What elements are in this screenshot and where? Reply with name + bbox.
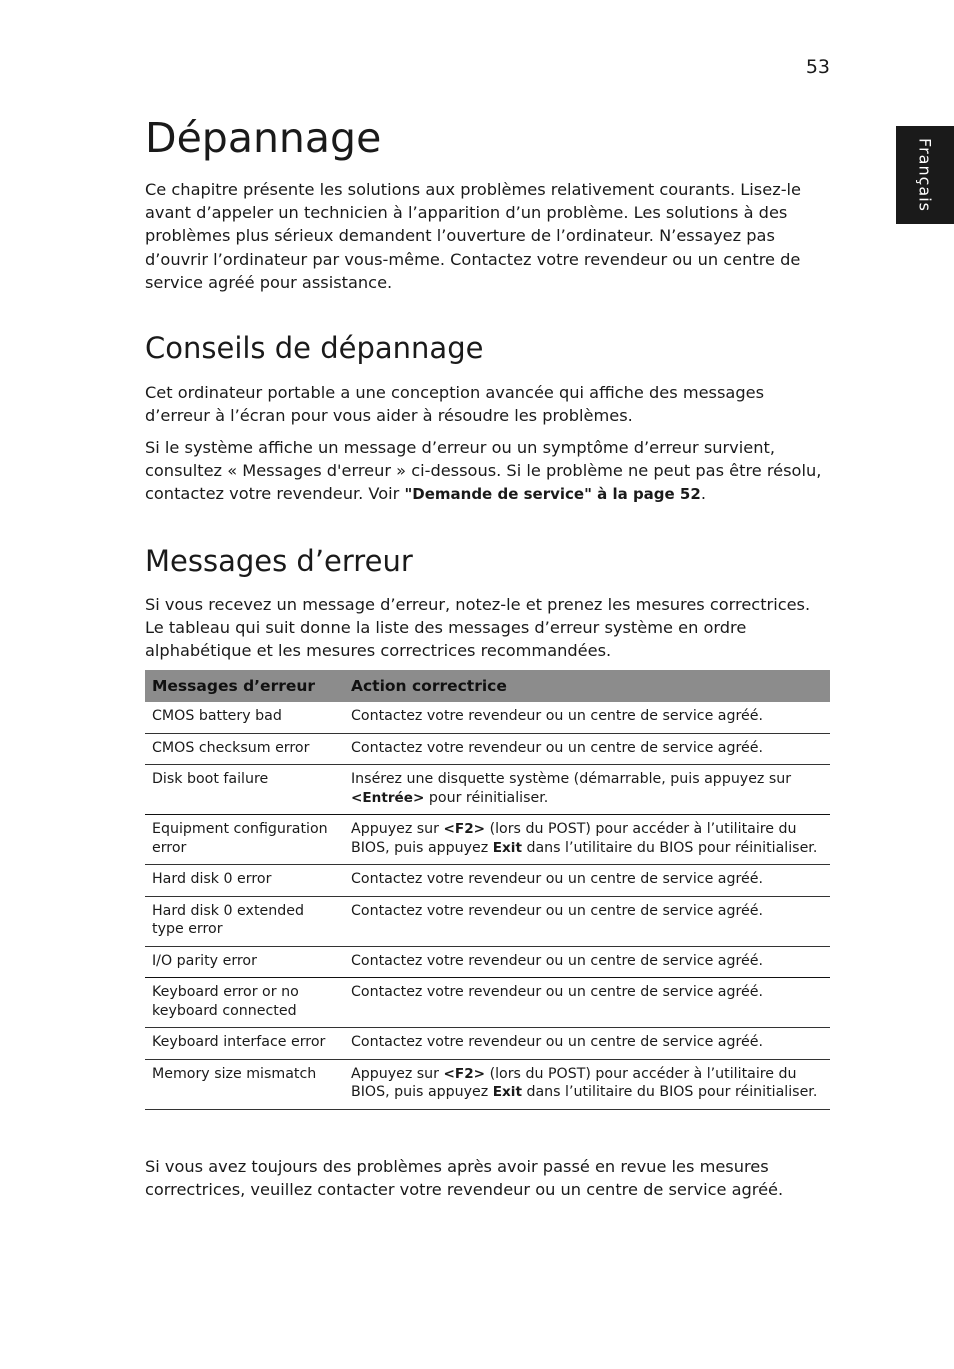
page-number: 53: [805, 56, 830, 78]
key-label: <Entrée>: [351, 789, 425, 806]
action-text: Appuyez sur: [351, 1065, 444, 1082]
language-tab-label: Français: [915, 138, 935, 212]
table-row: [145, 702, 830, 733]
table-header-message: Messages d’erreur: [145, 670, 344, 702]
section-heading-tips: Conseils de dépannage: [145, 331, 484, 365]
table-cell-message: Memory size mismatch: [145, 1059, 344, 1109]
table-row: [145, 946, 830, 978]
table-cell-message: CMOS battery bad: [145, 702, 344, 733]
table-cell-action: [344, 765, 830, 815]
service-request-link[interactable]: "Demande de service" à la page 52: [404, 485, 701, 504]
action-text: dans l’utilitaire du BIOS pour réinitialiser.: [521, 1084, 818, 1100]
table-cell-message: CMOS checksum error: [145, 733, 344, 765]
section-heading-error-messages: Messages d’erreur: [145, 544, 413, 578]
table-row: [145, 815, 830, 865]
table-cell-message: Hard disk 0 extended type error: [145, 896, 344, 946]
table-header-row: [145, 670, 830, 702]
action-text: (lors du POST) pour accéder à l’utilitaire du BIOS, puis appuyez: [351, 821, 797, 856]
key-label: <F2>: [443, 821, 486, 837]
table-cell-action: Contactez votre revendeur ou un centre de service agréé.: [344, 896, 830, 946]
table-cell-message: Equipment configuration error: [145, 815, 344, 865]
table-cell-action: Contactez votre revendeur ou un centre de service agréé.: [344, 946, 830, 978]
table-cell-action: Contactez votre revendeur ou un centre de service agréé.: [344, 1028, 830, 1060]
table-row: [145, 733, 830, 765]
language-tab: [896, 126, 954, 224]
action-text: pour réinitialiser.: [424, 789, 549, 806]
key-label: <F2>: [443, 1065, 486, 1082]
table-row: [145, 765, 830, 815]
table-cell-action: [344, 1059, 830, 1109]
table-row: [145, 1028, 830, 1060]
table-cell-action: Contactez votre revendeur ou un centre de service agréé.: [344, 865, 830, 897]
table-cell-message: Disk boot failure: [145, 765, 344, 815]
error-messages-table: [145, 670, 830, 1110]
table-cell-message: Keyboard error or no keyboard connected: [145, 978, 344, 1028]
table-row: [145, 865, 830, 897]
tips-paragraph-2-text: Si le système affiche un message d’erreur ou un symptôme d’erreur survient, consultez « Messages d'erreur » ci-dessous. Si le problème ne peut pas être résolu, contactez votre revendeur. Voir: [145, 438, 822, 504]
table-row: [145, 896, 830, 946]
table-row: [145, 978, 830, 1028]
key-label: Exit: [492, 1084, 522, 1100]
action-text: Insérez une disquette système (démarrable, puis appuyez sur: [351, 771, 792, 787]
page-title: Dépannage: [145, 114, 382, 162]
action-text: Appuyez sur: [351, 821, 444, 837]
table-cell-action: Contactez votre revendeur ou un centre de service agréé.: [344, 733, 830, 765]
table-header-action: Action correctrice: [344, 670, 830, 702]
table-cell-action: Contactez votre revendeur ou un centre de service agréé.: [344, 702, 830, 733]
table-cell-message: Keyboard interface error: [145, 1028, 344, 1060]
table-cell-message: I/O parity error: [145, 946, 344, 978]
action-text: dans l’utilitaire du BIOS pour réinitialiser.: [521, 839, 818, 856]
table-cell-action: [344, 815, 830, 865]
tips-paragraph-2-end: .: [700, 484, 706, 504]
error-messages-paragraph: Si vous recevez un message d’erreur, notez-le et prenez les mesures correctrices. Le tableau qui suit donne la liste des messages d’erreur système en ordre alphabétique et les mesures correctrices recommandées.: [145, 595, 811, 661]
table-row: [145, 1059, 830, 1109]
tips-paragraph-1: Cet ordinateur portable a une conception avancée qui affiche des messages d’erreur à l’écran pour vous aider à résoudre les problèmes.: [145, 383, 765, 426]
action-text: (lors du POST) pour accéder à l’utilitaire du BIOS, puis appuyez: [351, 1065, 797, 1100]
intro-paragraph: Ce chapitre présente les solutions aux problèmes relativement courants. Lisez-le avant d’appeler un technicien à l’apparition d’un problème. Les solutions à des problèmes plus sérieux demandent l’ouverture de l’ordinateur. N’essayez pas d’ouvrir l’ordinateur par vous-même. Contactez votre revendeur ou un centre de service agréé pour assistance.: [145, 180, 801, 292]
table-cell-action: Contactez votre revendeur ou un centre de service agréé.: [344, 978, 830, 1028]
table-cell-message: Hard disk 0 error: [145, 865, 344, 897]
key-label: Exit: [492, 839, 522, 856]
tips-paragraph-2: [145, 436, 831, 507]
closing-paragraph: Si vous avez toujours des problèmes après avoir passé en revue les mesures correctrices, veuillez contacter votre revendeur ou un centre de service agréé.: [145, 1157, 784, 1200]
